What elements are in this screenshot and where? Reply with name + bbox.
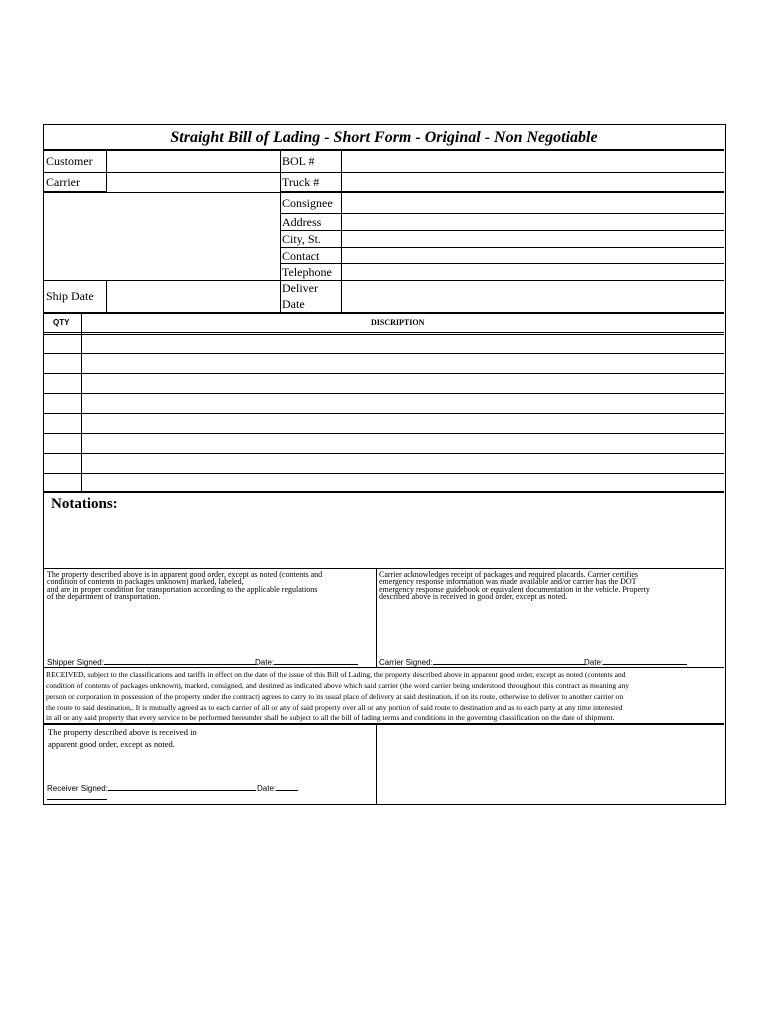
- address-input[interactable]: [342, 214, 724, 229]
- col-divider: [280, 149, 281, 312]
- carrier-statement-line: Carrier acknowledges receipt of packages and required placards. Carrier certifies: [379, 570, 638, 579]
- shipper-statement-line: and are in proper condition for transportation according to the applicable regulations: [47, 585, 318, 594]
- consignee-label: Consignee: [282, 196, 333, 210]
- description-cell[interactable]: [82, 394, 724, 413]
- city-st-input[interactable]: [342, 231, 724, 246]
- description-cell[interactable]: [82, 454, 724, 473]
- qty-header: QTY: [53, 318, 70, 327]
- description-cell[interactable]: [82, 374, 724, 393]
- qty-cell[interactable]: [45, 374, 80, 393]
- contact-label: Contact: [282, 249, 320, 263]
- statement-col-divider: [376, 568, 377, 667]
- carrier-statement-line: emergency response guidebook or equivalent documentation in the vehicle. Property: [379, 585, 650, 594]
- receiver-date: [257, 781, 298, 793]
- description-cell[interactable]: [82, 434, 724, 453]
- carrier-statement-line: emergency response information was made available and/or carrier has the DOT: [379, 577, 637, 586]
- carrier-label: Carrier: [46, 175, 80, 189]
- customer-label: Customer: [46, 154, 93, 168]
- receiver-date-line[interactable]: [276, 781, 298, 791]
- shipper-statement-line: condition of contents in packages unknown) marked, labeled,: [47, 577, 244, 586]
- terms-line: person or corporation in possession of the property under the contract) agrees to carry to its usual place of delivery at said destination, if on its route, otherwise to deliver to another carrier on: [46, 692, 624, 701]
- terms-line: condition of contents of packages unknown), marked, consigned, and destined as indicated above which said carrier (the word carrier being understood throughout this contract as meaning any: [46, 681, 630, 690]
- receiver-signed-label: Receiver Signed:: [47, 784, 108, 793]
- terms-line: in all or any said property that every service to be performed hereunder shall be subject to all the bill of lading terms and conditions in the governing classification on the date of shipment.: [46, 713, 615, 722]
- truck-label: Truck #: [282, 175, 320, 189]
- table-bottom-border: [44, 491, 724, 493]
- ship-date-input[interactable]: [107, 281, 279, 311]
- qty-cell[interactable]: [45, 454, 80, 473]
- consignee-input[interactable]: [342, 193, 724, 212]
- receiver-statement-line: apparent good order, except as noted.: [48, 739, 175, 749]
- shipper-signed-label: Shipper Signed:: [47, 658, 104, 667]
- shipper-date: [255, 655, 358, 667]
- carrier-signature: [379, 655, 585, 667]
- receiver-date-line-continued[interactable]: [47, 794, 107, 800]
- shipper-date-line[interactable]: [274, 655, 358, 665]
- telephone-input[interactable]: [342, 264, 724, 279]
- description-cell[interactable]: [82, 354, 724, 373]
- description-cell[interactable]: [82, 335, 724, 353]
- bol-input[interactable]: [342, 150, 724, 171]
- deliver-label: Deliver: [282, 281, 318, 295]
- carrier-date-label: Date:: [584, 658, 604, 667]
- receiver-signature: [47, 781, 256, 793]
- qty-cell[interactable]: [45, 335, 80, 353]
- bill-of-lading-form: [43, 124, 726, 805]
- shipper-statement-line: The property described above is in apparent good order, except as noted (contents and: [47, 570, 323, 579]
- bol-label: BOL #: [282, 154, 315, 168]
- customer-input[interactable]: [107, 150, 279, 171]
- receiver-signature-line[interactable]: [108, 781, 256, 791]
- carrier-signed-label: Carrier Signed:: [379, 658, 433, 667]
- telephone-label: Telephone: [282, 265, 332, 279]
- shipper-signature: [47, 655, 256, 667]
- form-title: Straight Bill of Lading - Short Form - Original - Non Negotiable: [170, 129, 598, 146]
- description-cell[interactable]: [82, 474, 724, 490]
- qty-cell[interactable]: [45, 474, 80, 490]
- shipper-statement-line: of the department of transportation.: [47, 592, 161, 601]
- address-label: Address: [282, 215, 322, 229]
- terms-line: the route to said destination,. It is mutually agreed as to each carrier of all or any of said property over all or any portion of said route to destination and as to each party at any time interested: [46, 703, 623, 712]
- table-header-divider: [44, 332, 724, 333]
- terms-line: RECEIVED, subject to the classifications and tariffs in effect on the date of the issue of this Bill of Lading, the property described above in apparent good order, except as noted (contents and: [46, 670, 626, 679]
- receiver-notes-area[interactable]: [378, 725, 723, 803]
- receiver-statement-line: The property described above is received in: [48, 727, 197, 737]
- notations-input[interactable]: [45, 517, 724, 567]
- date-label: Date: [282, 297, 305, 311]
- notations-divider: [44, 568, 724, 569]
- section-divider: [44, 312, 724, 314]
- carrier-signature-line[interactable]: [433, 655, 585, 665]
- qty-cell[interactable]: [45, 394, 80, 413]
- carrier-date: [584, 655, 687, 667]
- ship-date-label: Ship Date: [46, 289, 94, 303]
- shipper-date-label: Date:: [255, 658, 275, 667]
- carrier-date-line[interactable]: [603, 655, 687, 665]
- receiver-date-label: Date:: [257, 784, 277, 793]
- terms-top-divider: [44, 667, 724, 668]
- carrier-statement-line: described above is received in good order, except as noted.: [379, 592, 568, 601]
- shipper-address-area[interactable]: [45, 193, 279, 279]
- description-cell[interactable]: [82, 414, 724, 433]
- qty-cell[interactable]: [45, 354, 80, 373]
- qty-cell[interactable]: [45, 414, 80, 433]
- deliver-date-input[interactable]: [342, 281, 724, 311]
- truck-input[interactable]: [342, 173, 724, 191]
- qty-cell[interactable]: [45, 434, 80, 453]
- receiver-col-divider: [376, 723, 377, 804]
- description-header: DISCRIPTION: [371, 318, 425, 327]
- carrier-input[interactable]: [107, 173, 279, 191]
- notations-label: Notations:: [51, 496, 118, 512]
- contact-input[interactable]: [342, 248, 724, 262]
- city-st-label: City, St.: [282, 232, 321, 246]
- shipper-signature-line[interactable]: [104, 655, 256, 665]
